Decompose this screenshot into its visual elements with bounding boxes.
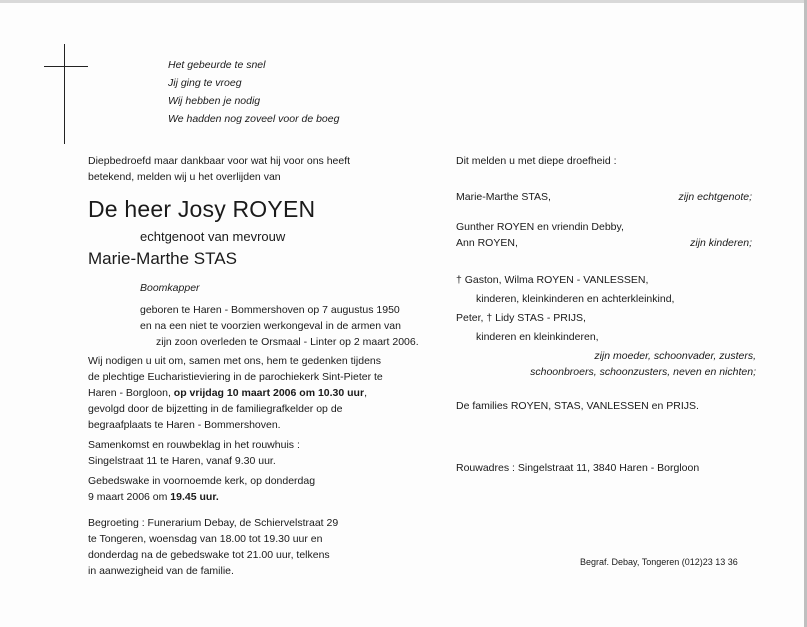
intro-line: betekend, melden wij u het overlijden van bbox=[88, 171, 281, 183]
child-2: Ann ROYEN, bbox=[456, 237, 518, 249]
poem-line: Het gebeurde te snel bbox=[168, 59, 266, 71]
birth-line: en na een niet te voorzien werkongeval in de armen van bbox=[140, 320, 401, 332]
viewing-text bbox=[88, 515, 338, 579]
gathering-text bbox=[88, 437, 300, 469]
wake-time: 19.45 uur. bbox=[170, 491, 219, 503]
mourning-address: Rouwadres : Singelstraat 11, 3840 Haren - Borgloon bbox=[456, 462, 700, 474]
poem bbox=[168, 56, 339, 128]
announcement-heading: Dit melden u met diepe droefheid : bbox=[456, 155, 617, 167]
mass-comma: , bbox=[364, 387, 367, 399]
gathering-line: Singelstraat 11 te Haren, vanaf 9.30 uur. bbox=[88, 455, 276, 467]
poem-line: Jij ging te vroeg bbox=[168, 77, 242, 89]
wake-line bbox=[88, 489, 315, 505]
relations-text bbox=[456, 348, 756, 380]
mass-datetime: op vrijdag 10 maart 2006 om 10.30 uur bbox=[173, 387, 365, 399]
poem-line: We hadden nog zoveel voor de boeg bbox=[168, 113, 340, 125]
parents-stas: Peter, † Lidy STAS - PRIJS, bbox=[456, 312, 586, 324]
wife-row bbox=[456, 189, 752, 205]
viewing-line: donderdag na de gebedswake tot 21.00 uur, telkens bbox=[88, 549, 330, 561]
viewing-line: Begroeting : Funerarium Debay, de Schiervelstraat 29 bbox=[88, 517, 339, 529]
poem-line: Wij hebben je nodig bbox=[168, 95, 261, 107]
spouse-label: echtgenoot van mevrouw bbox=[140, 229, 286, 244]
card-top-edge bbox=[0, 0, 807, 3]
mass-line: de plechtige Eucharistieviering in de parochiekerk Sint-Pieter te bbox=[88, 371, 383, 383]
wife-name: Marie-Marthe STAS, bbox=[456, 191, 551, 203]
child-2-row bbox=[456, 235, 752, 251]
intro-line: Diepbedroefd maar dankbaar voor wat hij voor ons heeft bbox=[88, 155, 351, 167]
cross-horizontal bbox=[44, 66, 88, 67]
mass-line: gevolgd door de bijzetting in de familiegrafkelder op de bbox=[88, 403, 343, 415]
deceased-name: De heer Josy ROYEN bbox=[88, 196, 316, 222]
viewing-line: in aanwezigheid van de familie. bbox=[88, 565, 234, 577]
wake-date: 9 maart 2006 om bbox=[88, 491, 171, 503]
parents-royen: † Gaston, Wilma ROYEN - VANLESSEN, bbox=[456, 274, 649, 286]
wake-line: Gebedswake in voornoemde kerk, op donderdag bbox=[88, 475, 316, 487]
relations-line: schoonbroers, schoonzusters, neven en nichten; bbox=[530, 366, 756, 378]
birth-text bbox=[140, 302, 419, 350]
mass-line: Wij nodigen u uit om, samen met ons, hem te gedenken tijdens bbox=[88, 355, 381, 367]
viewing-line: te Tongeren, woensdag van 18.00 tot 19.30 uur en bbox=[88, 533, 323, 545]
gathering-line: Samenkomst en rouwbeklag in het rouwhuis : bbox=[88, 439, 300, 451]
intro-text bbox=[88, 153, 350, 185]
birth-line: geboren te Haren - Bommershoven op 7 augustus 1950 bbox=[140, 304, 400, 316]
child-1: Gunther ROYEN en vriendin Debby, bbox=[456, 221, 624, 233]
wake-text bbox=[88, 473, 315, 505]
relations-line: zijn moeder, schoonvader, zusters, bbox=[594, 350, 756, 362]
wife-role: zijn echtgenote; bbox=[678, 191, 752, 203]
parents-stas-family: kinderen en kleinkinderen, bbox=[476, 331, 599, 343]
birth-line: zijn zoon overleden te Orsmaal - Linter op 2 maart 2006. bbox=[156, 336, 419, 348]
printer-credit: Begraf. Debay, Tongeren (012)23 13 36 bbox=[580, 557, 738, 567]
spouse-name: Marie-Marthe STAS bbox=[88, 249, 237, 268]
mass-line bbox=[88, 385, 383, 401]
cross-vertical bbox=[64, 44, 65, 144]
mass-line: begraafplaats te Haren - Bommershoven. bbox=[88, 419, 281, 431]
families-line: De families ROYEN, STAS, VANLESSEN en PRIJS. bbox=[456, 400, 699, 412]
children-role: zijn kinderen; bbox=[690, 237, 752, 249]
mass-location: Haren - Borgloon, bbox=[88, 387, 174, 399]
profession: Boomkapper bbox=[140, 282, 200, 294]
parents-royen-family: kinderen, kleinkinderen en achterkleinkind, bbox=[476, 293, 675, 305]
mass-text bbox=[88, 353, 383, 433]
